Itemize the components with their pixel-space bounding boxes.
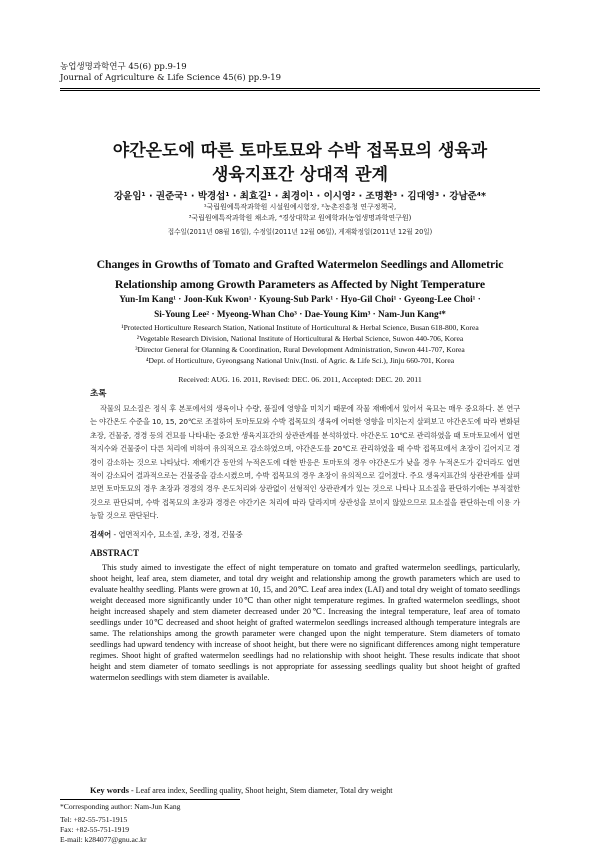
korean-dates: 접수일(2011년 08월 16일), 수정일(2011년 12월 06일), 게재확정일(2011년 12월 20일) — [167, 228, 433, 236]
korean-abstract-heading: 초록 — [90, 389, 107, 399]
english-keywords — [90, 785, 530, 795]
korean-keywords-label: 검색어 — [90, 530, 112, 539]
corresponding-author: *Corresponding author: Nam-Jun Kang — [60, 802, 181, 811]
journal-english: Journal of Agriculture & Life Science 45(6) pp.9-19 — [60, 73, 282, 83]
korean-keywords-text: 엽면적지수, 묘소질, 초장, 경경, 건물중 — [118, 530, 243, 539]
english-keywords-text: Leaf area index, Seedling quality, Shoot height, Stem diameter, Total dry weight — [135, 786, 393, 795]
header-rule-bottom — [60, 90, 540, 91]
english-dates: Received: AUG. 16. 2011, Revised: DEC. 06. 2011, Accepted: DEC. 20. 2011 — [178, 375, 422, 384]
english-affiliation-4: ⁴Dept. of Horticulture, Gyeongsang National Univ.(Insti. of Agric. & Life Sci.), Jinju 660-701, Korea — [145, 356, 455, 365]
english-title-line1: Changes in Growths of Tomato and Grafted Watermelon Seedlings and Allometric — [96, 257, 504, 271]
korean-keywords — [90, 530, 243, 540]
keyword-separator: - — [113, 530, 119, 539]
english-keywords-label: Key words — [90, 785, 129, 795]
english-abstract-heading: ABSTRACT — [90, 548, 140, 558]
footnote — [60, 802, 180, 845]
keyword-separator: - — [130, 786, 136, 795]
english-affiliation-1: ¹Protected Horticulture Research Station, National Institute of Horticultural & Herbal Science, Busan 618-800, Korea — [121, 323, 479, 332]
english-authors-line2: Si-Young Lee² · Myeong-Whan Cho³ · Dae-Young Kim³ · Nam-Jun Kang⁴* — [154, 309, 446, 319]
header-rule-top — [60, 88, 540, 89]
author-email: E-mail: k284077@gnu.ac.kr — [60, 835, 147, 844]
english-abstract-text: This study aimed to investigate the effect of night temperature on tomato and grafted watermelon seedlings, particularly, shoot height, leaf area, stem diameter, and total dry weight and relationship among the growth parameters which are used to evaluate healthy seedling. Plants were grown at 10, 15, and 20℃. Leaf area index (LAI) and total dry weight of tomato seedlings weight deceased more significantly under 10℃ than other night temperature regimes. In grafted watermelon seedlings, shoot height increased shapely and stem diameter decreased under 20℃. Increasing the integral temperature, leaf area of tomato seedlings under 10℃ decreased and shoot height of grafted watermelon seedlings increased although temperature integrals are same. The relationships among the growth parameter were changed upon the night temperature. Stem diameters of tomato seedlings had upward tendency with increase of shoot height, but there were no significant differences among night temperature regimes. Shoot hight of grafted watermelon seedlings had no relationship with shoot height. These results indicate that shoot height and stem diameter of tomato seedlings is not appropriate for assessing seedlings quality but shoot height of grafted watermelon seedlings with stem diameter is available. — [90, 563, 520, 682]
korean-title-line1: 야간온도에 따른 토마토묘와 수박 접목묘의 생육과 — [112, 141, 488, 161]
author-fax: Fax: +82-55-751-1919 — [60, 825, 130, 834]
journal-header — [60, 62, 281, 84]
korean-title-line2: 생육지표간 상대적 관계 — [211, 165, 389, 185]
korean-title — [60, 139, 540, 187]
journal-korean: 농업생명과학연구 45(6) pp.9-19 — [60, 62, 187, 72]
english-title-line2: Relationship among Growth Parameters as Affected by Night Temperature — [114, 277, 486, 291]
korean-affiliation-2: ³국립원예특작과학원 채소과, ⁴경상대학교 원예학과(농업생명과학연구원) — [188, 214, 412, 222]
footnote-rule — [60, 799, 240, 800]
korean-authors: 강윤임¹ · 권준국¹ · 박경섭¹ · 최효길¹ · 최경이¹ · 이시영² · 조명환³ · 김대영³ · 강남준⁴* — [114, 191, 486, 202]
english-affiliation-2: ²Vegetable Research Division, National Institute of Horticultural & Herbal Science, Suwon 440-706, Korea — [136, 334, 464, 343]
english-title — [55, 254, 545, 294]
korean-abstract-text: 작물의 묘소질은 정식 후 본포에서의 생육이나 수량, 품질에 영향을 미치기 때문에 작물 재배에서 있어서 육묘는 매우 중요하다. 본 연구는 야간온도 수준을 10, 15, 20℃로 조절하여 토마토묘와 수박 접목묘의 생육에 어떠한 영향을 미치는지 살펴보고 야간온도에 따라 변화된 초장, 건물중, 경경 등의 건묘를 나타내는 중요한 생육지표간의 상관관계를 분석하였다. 야간온도 10℃로 관리하였을 때 토마토묘에서 엽면적지수와 건물중이 다른 처리에 비하여 유의적으로 감소하였으며, 야간온도를 20℃로 관리하였을 때 수박 접목묘에서 초장이 길어지고 경경이 감소하는 것으로 나타났다. 재배기간 동안의 누적온도에 대한 반응은 토마토의 경우 야간온도가 낮을 경우 누적온도가 같더라도 엽면적이 감소되어 결과적으로는 건물중을 감소시켰으며, 수박 접목묘의 경우 초장이 유의적으로 길어졌다. 주요 생육지표간의 상관관계를 살펴보면 토마토묘의 경우 초장과 경경의 경우 온도처리와 상관없이 선형적인 상관관계가 있는 것으로 나타나 묘소질을 판단하기에는 부적절한 것으로 판단되며, 수박 접목묘의 초장과 경경은 야간기온 처리에 따라 달라지며 상관성을 보이지 않았으므로 묘소질을 판단하는데 이용 가능할 것으로 판단된다. — [90, 404, 520, 521]
korean-affiliation-1: ¹국립원예특작과학원 시설원예시험장, ²농촌진흥청 연구정책국, — [203, 203, 397, 211]
author-tel: Tel: +82-55-751-1915 — [60, 815, 128, 824]
english-affiliation-3: ³Director General for Olanning & Coordination, Rural Development Administration, Suwon 441-707, Korea — [135, 345, 465, 354]
english-authors-line1: Yun-Im Kang¹ · Joon-Kuk Kwon¹ · Kyoung-Sub Park¹ · Hyo-Gil Choi¹ · Gyeong-Lee Choi¹ · — [119, 294, 481, 304]
